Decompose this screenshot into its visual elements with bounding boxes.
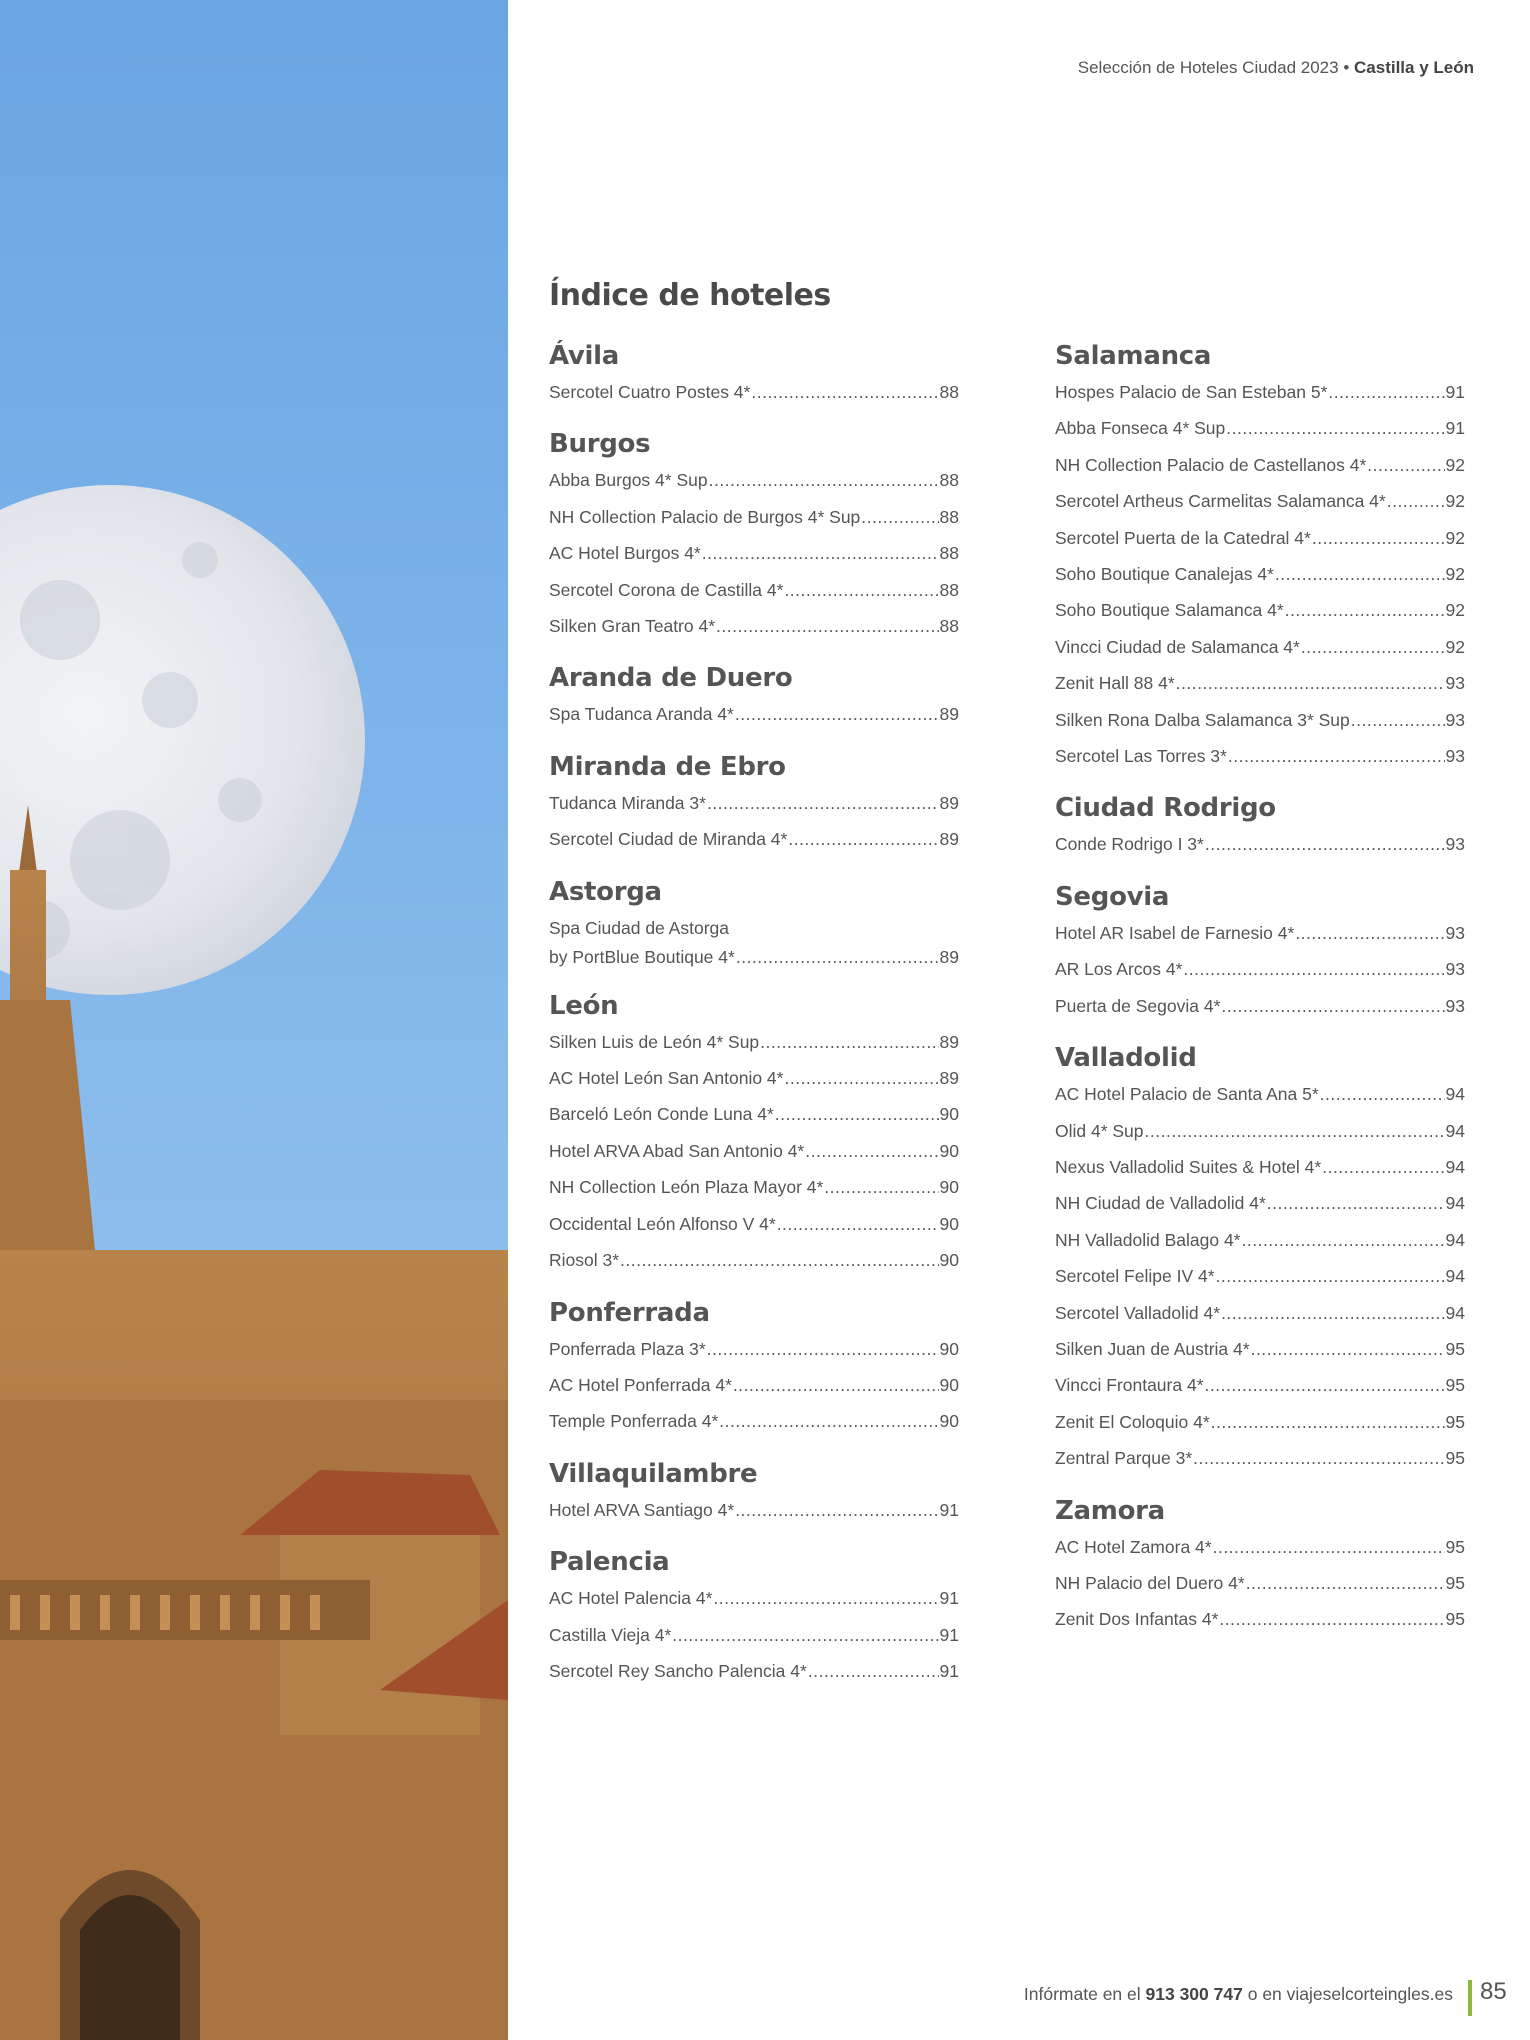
hotel-entry bbox=[1055, 988, 1465, 1024]
dot-leader bbox=[1251, 1331, 1445, 1367]
dot-leader bbox=[808, 1653, 939, 1689]
hotel-entry bbox=[1055, 1440, 1465, 1476]
city-heading: Burgos bbox=[549, 429, 651, 460]
dot-leader bbox=[736, 943, 939, 972]
dot-leader bbox=[1219, 1601, 1444, 1637]
hotel-entry bbox=[549, 1653, 959, 1689]
hotel-entry bbox=[549, 1492, 959, 1528]
hotel-page-number: 90 bbox=[939, 1338, 959, 1359]
hotel-name: Sercotel Puerta de la Catedral 4* bbox=[1055, 527, 1311, 548]
city-heading: Astorga bbox=[549, 876, 662, 907]
footer-contact bbox=[1024, 1984, 1453, 2005]
city-group-ponferrada bbox=[549, 1295, 959, 1440]
hotel-name: Zenit Dos Infantas 4* bbox=[1055, 1609, 1219, 1630]
hotel-name: Ponferrada Plaza 3* bbox=[549, 1338, 706, 1359]
hotel-name: Vincci Frontaura 4* bbox=[1055, 1375, 1204, 1396]
hotel-entry bbox=[549, 1024, 959, 1060]
dot-leader bbox=[1285, 592, 1445, 628]
dot-leader bbox=[805, 1133, 938, 1169]
dot-leader bbox=[1246, 1565, 1445, 1601]
hotel-name: NH Collection Palacio de Castellanos 4* bbox=[1055, 454, 1367, 475]
dot-leader bbox=[777, 1206, 939, 1242]
hotel-entry bbox=[1055, 592, 1465, 628]
hotel-entry bbox=[1055, 665, 1465, 701]
dot-leader bbox=[1351, 702, 1445, 738]
hotel-page-number: 91 bbox=[1445, 418, 1465, 439]
hotel-entry bbox=[549, 462, 959, 498]
dot-leader bbox=[733, 1367, 939, 1403]
hotel-entry bbox=[549, 1367, 959, 1403]
dot-leader bbox=[1145, 1113, 1445, 1149]
hotel-page-number: 88 bbox=[939, 470, 959, 491]
hotel-name: AC Hotel Palencia 4* bbox=[549, 1588, 713, 1609]
hotel-page-number: 89 bbox=[939, 704, 959, 725]
hotel-page-number: 91 bbox=[939, 1660, 959, 1681]
hotel-entry bbox=[549, 499, 959, 535]
footer-website: viajeselcorteingles.es bbox=[1286, 1984, 1453, 2004]
hotel-name: NH Palacio del Duero 4* bbox=[1055, 1572, 1245, 1593]
city-group-segovia bbox=[1055, 879, 1465, 1024]
city-heading: Palencia bbox=[549, 1547, 670, 1578]
hotel-name: Silken Gran Teatro 4* bbox=[549, 616, 716, 637]
hotel-name: Zenit El Coloquio 4* bbox=[1055, 1411, 1210, 1432]
hotel-name: Sercotel Felipe IV 4* bbox=[1055, 1266, 1215, 1287]
hotel-entry bbox=[549, 1580, 959, 1616]
hotel-page-number: 95 bbox=[1445, 1609, 1465, 1630]
hotel-page-number: 95 bbox=[1445, 1448, 1465, 1469]
dot-leader bbox=[702, 535, 939, 571]
hotel-entry bbox=[549, 1060, 959, 1096]
page-number: 85 bbox=[1480, 1978, 1507, 2005]
dot-leader bbox=[788, 821, 938, 857]
hotel-name: Occidental León Alfonso V 4* bbox=[549, 1213, 776, 1234]
dot-leader bbox=[1328, 374, 1444, 410]
footer-accent-bar bbox=[1468, 1980, 1472, 2016]
hotel-entry bbox=[549, 608, 959, 644]
hotel-name-line1: Spa Ciudad de Astorga bbox=[549, 917, 729, 938]
hotel-entry bbox=[1055, 1149, 1465, 1185]
hotel-name: Olid 4* Sup bbox=[1055, 1120, 1144, 1141]
city-group-leon bbox=[549, 988, 959, 1279]
dot-leader bbox=[1205, 826, 1445, 862]
dot-leader bbox=[1295, 915, 1444, 951]
hotel-name: Sercotel Rey Sancho Palencia 4* bbox=[549, 1660, 807, 1681]
dot-leader bbox=[861, 499, 938, 535]
hotel-entry bbox=[1055, 915, 1465, 951]
city-group-palencia bbox=[549, 1544, 959, 1689]
hotel-page-number: 95 bbox=[1445, 1375, 1465, 1396]
hotel-entry bbox=[1055, 826, 1465, 862]
dot-leader bbox=[707, 1331, 939, 1367]
dot-leader bbox=[709, 462, 939, 498]
footer-phone: 913 300 747 bbox=[1145, 1984, 1243, 2004]
hotel-page-number: 93 bbox=[1445, 834, 1465, 855]
dot-leader bbox=[1301, 629, 1445, 665]
hotel-page-number: 91 bbox=[1445, 382, 1465, 402]
right-column bbox=[1055, 338, 1465, 1654]
hotel-entry bbox=[1055, 1331, 1465, 1367]
dot-leader bbox=[1211, 1404, 1445, 1440]
hotel-entry bbox=[549, 1169, 959, 1205]
hotel-page-number: 93 bbox=[1445, 922, 1465, 943]
hotel-page-number: 90 bbox=[939, 1411, 959, 1432]
hotel-page-number: 94 bbox=[1445, 1302, 1465, 1323]
hotel-name: NH Valladolid Balago 4* bbox=[1055, 1229, 1241, 1250]
hotel-page-number: 92 bbox=[1445, 636, 1465, 657]
footer-middle: o en bbox=[1247, 1984, 1282, 2004]
dot-leader bbox=[775, 1096, 939, 1132]
hotel-name: AR Los Arcos 4* bbox=[1055, 959, 1183, 980]
hotel-entry bbox=[549, 821, 959, 857]
hotel-page-number: 89 bbox=[939, 1068, 959, 1089]
hotel-name: AC Hotel Ponferrada 4* bbox=[549, 1374, 732, 1395]
hotel-page-number: 91 bbox=[939, 1499, 959, 1520]
dot-leader bbox=[1387, 483, 1445, 519]
hotel-page-number: 94 bbox=[1445, 1266, 1465, 1287]
hotel-page-number: 94 bbox=[1445, 1229, 1465, 1250]
hotel-entry bbox=[549, 1133, 959, 1169]
hotel-name: Hospes Palacio de San Esteban 5* bbox=[1055, 382, 1328, 402]
city-heading: León bbox=[549, 990, 619, 1021]
left-column bbox=[549, 338, 959, 1705]
hotel-page-number: 92 bbox=[1445, 491, 1465, 512]
hotel-entry bbox=[1055, 1113, 1465, 1149]
hotel-entry bbox=[1055, 410, 1465, 446]
dot-leader bbox=[784, 572, 938, 608]
hotel-entry bbox=[549, 696, 959, 732]
dot-leader bbox=[1267, 1185, 1445, 1221]
hotel-name: NH Collection León Plaza Mayor 4* bbox=[549, 1177, 824, 1198]
hotel-name: Barceló León Conde Luna 4* bbox=[549, 1104, 774, 1125]
hotel-name: Silken Rona Dalba Salamanca 3* Sup bbox=[1055, 709, 1350, 730]
city-heading: Ávila bbox=[549, 341, 620, 371]
hotel-page-number: 95 bbox=[1445, 1338, 1465, 1359]
hotel-name-line2 bbox=[549, 943, 959, 972]
city-group-avila bbox=[549, 338, 959, 410]
city-group-burgos bbox=[549, 426, 959, 644]
dot-leader bbox=[1312, 520, 1445, 556]
hotel-name: AC Hotel León San Antonio 4* bbox=[549, 1068, 784, 1089]
city-heading: Salamanca bbox=[1055, 341, 1212, 371]
hotel-name: Sercotel Artheus Carmelitas Salamanca 4* bbox=[1055, 491, 1386, 512]
hotel-entry bbox=[549, 1617, 959, 1653]
hotel-entry bbox=[1055, 1367, 1465, 1403]
hotel-entry bbox=[1055, 1076, 1465, 1112]
hotel-page-number: 94 bbox=[1445, 1193, 1465, 1214]
hotel-name: Hotel ARVA Santiago 4* bbox=[549, 1499, 735, 1520]
hotel-name: Conde Rodrigo I 3* bbox=[1055, 834, 1204, 855]
city-group-salamanca bbox=[1055, 338, 1465, 774]
hotel-entry bbox=[1055, 1185, 1465, 1221]
dot-leader bbox=[1221, 1295, 1444, 1331]
hotel-entry bbox=[1055, 483, 1465, 519]
index-title: Índice de hoteles bbox=[549, 278, 831, 313]
hotel-name: Castilla Vieja 4* bbox=[549, 1624, 672, 1645]
hotel-name: Temple Ponferrada 4* bbox=[549, 1411, 719, 1432]
city-heading: Miranda de Ebro bbox=[549, 751, 786, 782]
dot-leader bbox=[716, 608, 939, 644]
dot-leader bbox=[751, 374, 938, 410]
hotel-page-number: 94 bbox=[1445, 1084, 1465, 1105]
hotel-page-number: 90 bbox=[939, 1177, 959, 1198]
city-group-ciudad-rodrigo bbox=[1055, 790, 1465, 862]
hotel-name: AC Hotel Burgos 4* bbox=[549, 543, 701, 564]
dot-leader bbox=[713, 1580, 938, 1616]
hotel-name: Nexus Valladolid Suites & Hotel 4* bbox=[1055, 1156, 1322, 1177]
cathedral-moon-illustration bbox=[0, 0, 508, 2040]
city-group-miranda-de-ebro bbox=[549, 749, 959, 858]
hotel-entry bbox=[1055, 1222, 1465, 1258]
dot-leader bbox=[1193, 1440, 1444, 1476]
hotel-name: Tudanca Miranda 3* bbox=[549, 792, 706, 813]
hotel-name: by PortBlue Boutique 4* bbox=[549, 946, 735, 967]
hotel-page-number: 90 bbox=[939, 1250, 959, 1271]
hotel-page-number: 95 bbox=[1445, 1536, 1465, 1557]
hotel-page-number: 92 bbox=[1445, 564, 1465, 585]
dot-leader bbox=[1213, 1529, 1445, 1565]
hotel-page-number: 91 bbox=[939, 1624, 959, 1645]
hotel-name: Zentral Parque 3* bbox=[1055, 1448, 1193, 1469]
hotel-entry bbox=[1055, 374, 1465, 410]
hotel-page-number: 95 bbox=[1445, 1572, 1465, 1593]
dot-leader bbox=[760, 1024, 938, 1060]
dot-leader bbox=[1242, 1222, 1445, 1258]
city-heading: Ciudad Rodrigo bbox=[1055, 793, 1276, 824]
hotel-entry bbox=[1055, 1529, 1465, 1565]
hotel-entry bbox=[1055, 702, 1465, 738]
hotel-page-number: 94 bbox=[1445, 1156, 1465, 1177]
dot-leader bbox=[672, 1617, 938, 1653]
dot-leader bbox=[735, 696, 939, 732]
hotel-page-number: 93 bbox=[1445, 959, 1465, 980]
dot-leader bbox=[1183, 951, 1444, 987]
city-heading: Villaquilambre bbox=[549, 1458, 758, 1489]
dot-leader bbox=[1205, 1367, 1445, 1403]
footer-prefix: Infórmate en el bbox=[1023, 1984, 1141, 2004]
dot-leader bbox=[719, 1403, 938, 1439]
hotel-name: Abba Burgos 4* Sup bbox=[549, 470, 708, 491]
hotel-name: Soho Boutique Salamanca 4* bbox=[1055, 600, 1284, 621]
hotel-name: AC Hotel Zamora 4* bbox=[1055, 1536, 1212, 1557]
hotel-entry bbox=[1055, 738, 1465, 774]
hotel-name: NH Collection Palacio de Burgos 4* Sup bbox=[549, 506, 861, 527]
city-group-aranda-de-duero bbox=[549, 660, 959, 732]
hotel-page-number: 91 bbox=[939, 1588, 959, 1609]
dot-leader bbox=[735, 1492, 938, 1528]
city-group-zamora bbox=[1055, 1493, 1465, 1638]
hotel-page-number: 90 bbox=[939, 1104, 959, 1125]
hotel-page-number: 89 bbox=[939, 946, 959, 967]
hotel-page-number: 88 bbox=[939, 506, 959, 527]
dot-leader bbox=[1176, 665, 1445, 701]
hotel-name: Puerta de Segovia 4* bbox=[1055, 995, 1221, 1016]
hotel-name: Sercotel Valladolid 4* bbox=[1055, 1302, 1221, 1323]
header-region: Castilla y León bbox=[1354, 58, 1474, 77]
hotel-entry bbox=[549, 1206, 959, 1242]
hotel-entry bbox=[549, 785, 959, 821]
city-group-valladolid bbox=[1055, 1040, 1465, 1476]
dot-leader bbox=[1275, 556, 1445, 592]
hotel-page-number: 92 bbox=[1445, 454, 1465, 475]
hotel-entry bbox=[549, 1096, 959, 1132]
hotel-name: Hotel AR Isabel de Farnesio 4* bbox=[1055, 922, 1295, 943]
dot-leader bbox=[784, 1060, 938, 1096]
header-prefix: Selección de Hoteles Ciudad 2023 • bbox=[1077, 58, 1350, 77]
hotel-page-number: 92 bbox=[1445, 527, 1465, 548]
dot-leader bbox=[707, 785, 939, 821]
hotel-page-number: 88 bbox=[939, 579, 959, 600]
hotel-entry bbox=[1055, 1601, 1465, 1637]
hotel-entry bbox=[549, 1242, 959, 1278]
hotel-entry bbox=[1055, 447, 1465, 483]
city-heading: Aranda de Duero bbox=[549, 663, 793, 694]
hotel-name: AC Hotel Palacio de Santa Ana 5* bbox=[1055, 1084, 1319, 1105]
hotel-entry bbox=[1055, 1404, 1465, 1440]
dot-leader bbox=[1320, 1076, 1445, 1112]
hotel-page-number: 94 bbox=[1445, 1120, 1465, 1141]
hotel-entry bbox=[549, 535, 959, 571]
hotel-entry bbox=[549, 1403, 959, 1439]
hotel-name: Hotel ARVA Abad San Antonio 4* bbox=[549, 1140, 805, 1161]
hotel-name: NH Ciudad de Valladolid 4* bbox=[1055, 1193, 1266, 1214]
hotel-name: Sercotel Corona de Castilla 4* bbox=[549, 579, 784, 600]
hotel-page-number: 92 bbox=[1445, 600, 1465, 621]
hotel-page-number: 89 bbox=[939, 1031, 959, 1052]
hotel-entry bbox=[1055, 520, 1465, 556]
hotel-page-number: 95 bbox=[1445, 1411, 1465, 1432]
dot-leader bbox=[1367, 447, 1444, 483]
city-heading: Valladolid bbox=[1055, 1043, 1197, 1074]
hotel-name: Spa Tudanca Aranda 4* bbox=[549, 704, 734, 725]
hotel-name: Sercotel Ciudad de Miranda 4* bbox=[549, 829, 788, 850]
page-footer bbox=[508, 1960, 1530, 2040]
dot-leader bbox=[1221, 988, 1444, 1024]
dot-leader bbox=[1226, 410, 1444, 446]
hotel-entry bbox=[1055, 629, 1465, 665]
hotel-page-number: 93 bbox=[1445, 746, 1465, 767]
dot-leader bbox=[1216, 1258, 1445, 1294]
hotel-page-number: 88 bbox=[939, 543, 959, 564]
hotel-name: Soho Boutique Canalejas 4* bbox=[1055, 564, 1274, 585]
hotel-entry bbox=[1055, 1258, 1465, 1294]
hotel-name: Riosol 3* bbox=[549, 1250, 620, 1271]
hotel-name: Abba Fonseca 4* Sup bbox=[1055, 418, 1226, 439]
hotel-page-number: 88 bbox=[939, 616, 959, 637]
hotel-entry bbox=[549, 910, 959, 972]
city-heading: Zamora bbox=[1055, 1495, 1165, 1526]
dot-leader bbox=[1228, 738, 1445, 774]
hotel-name: Silken Luis de León 4* Sup bbox=[549, 1031, 760, 1052]
hotel-name: Sercotel Las Torres 3* bbox=[1055, 746, 1227, 767]
hotel-name: Silken Juan de Austria 4* bbox=[1055, 1338, 1250, 1359]
hotel-entry bbox=[1055, 951, 1465, 987]
dot-leader bbox=[620, 1242, 938, 1278]
hotel-entry bbox=[1055, 1295, 1465, 1331]
hotel-page-number: 89 bbox=[939, 792, 959, 813]
hotel-page-number: 93 bbox=[1445, 673, 1465, 694]
hotel-name: Sercotel Cuatro Postes 4* bbox=[549, 382, 751, 402]
dot-leader bbox=[1322, 1149, 1444, 1185]
hotel-name: Vincci Ciudad de Salamanca 4* bbox=[1055, 636, 1300, 657]
city-group-villaquilambre bbox=[549, 1456, 959, 1528]
hotel-page-number: 90 bbox=[939, 1374, 959, 1395]
hotel-entry bbox=[1055, 1565, 1465, 1601]
hotel-entry bbox=[549, 374, 959, 410]
cover-photo bbox=[0, 0, 508, 2040]
city-heading: Ponferrada bbox=[549, 1297, 710, 1328]
hotel-page-number: 90 bbox=[939, 1213, 959, 1234]
hotel-entry bbox=[1055, 556, 1465, 592]
hotel-page-number: 93 bbox=[1445, 709, 1465, 730]
hotel-entry bbox=[549, 572, 959, 608]
hotel-name: Zenit Hall 88 4* bbox=[1055, 673, 1175, 694]
hotel-page-number: 89 bbox=[939, 829, 959, 850]
hotel-page-number: 88 bbox=[939, 382, 959, 402]
city-group-astorga bbox=[549, 874, 959, 972]
dot-leader bbox=[824, 1169, 938, 1205]
page-header bbox=[1078, 58, 1474, 78]
city-heading: Segovia bbox=[1055, 881, 1170, 912]
hotel-page-number: 90 bbox=[939, 1140, 959, 1161]
hotel-page-number: 93 bbox=[1445, 995, 1465, 1016]
hotel-entry bbox=[549, 1331, 959, 1367]
